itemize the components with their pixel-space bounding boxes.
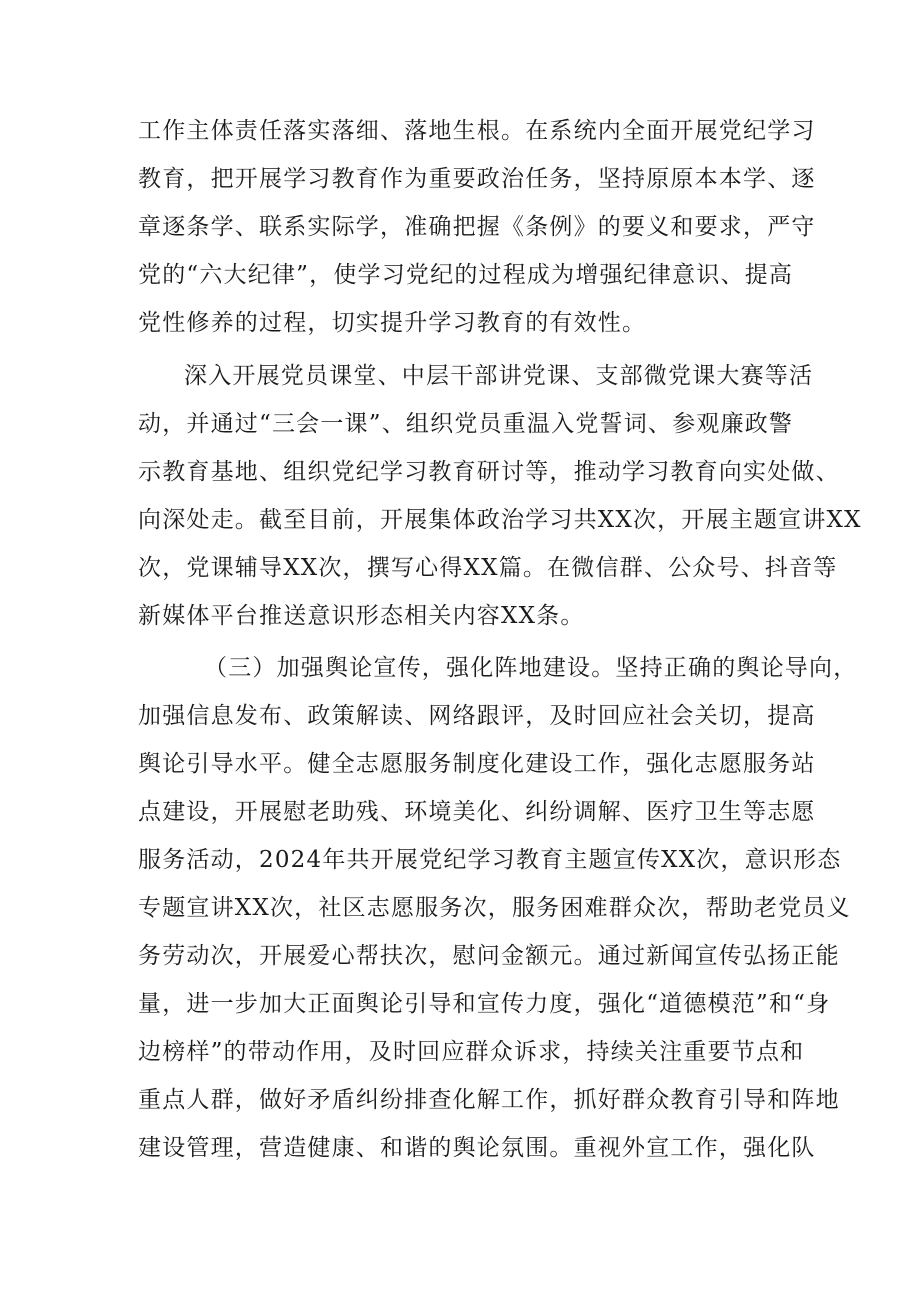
text-line: 章逐条学、联系实际学，准确把握《条例》的要义和要求，严守 xyxy=(138,214,816,240)
text-line: 专题宣讲XX次，社区志愿服务次，服务困难群众次，帮助老党员义 xyxy=(138,895,851,921)
text-line: 加强信息发布、政策解读、网络跟评，及时回应社会关切，提高 xyxy=(138,703,816,729)
text-line: 深入开展党员课堂、中层干部讲党课、支部微党课大赛等活 xyxy=(184,363,814,389)
text-line: 量，进一步加大正面舆论引导和宣传力度，强化“道德模范”和“身 xyxy=(138,991,831,1017)
text-line: 党的“六大纪律”，使学习党纪的过程成为增强纪律意识、提高 xyxy=(138,262,794,288)
text-line: 重点人群，做好矛盾纠纷排查化解工作，抓好群众教育引导和阵地 xyxy=(138,1087,840,1113)
text-line: 动，并通过“三会一课”、组织党员重温入党誓词、参观廉政警 xyxy=(138,411,794,437)
section-heading-line: （三）加强舆论宣传，强化阵地建设。坚持正确的舆论导向， xyxy=(204,655,858,681)
text-line: 示教育基地、组织党纪学习教育研讨等，推动学习教育向实处做、 xyxy=(138,459,840,485)
text-line: 务劳动次，开展爱心帮扶次，慰问金额元。通过新闻宣传弘扬正能 xyxy=(138,943,840,969)
text-line: 工作主体责任落实落细、落地生根。在系统内全面开展党纪学习 xyxy=(138,118,816,144)
paragraph-public-opinion xyxy=(138,644,858,1172)
text-line: 舆论引导水平。健全志愿服务制度化建设工作，强化志愿服务站 xyxy=(138,751,816,777)
text-line: 新媒体平台推送意识形态相关内容XX条。 xyxy=(138,603,585,629)
text-line: 次，党课辅导XX次，撰写心得XX篇。在微信群、公众号、抖音等 xyxy=(138,555,838,581)
text-line: 服务活动，2024年共开展党纪学习教育主题宣传XX次，意识形态 xyxy=(138,847,842,873)
paragraph-party-lessons xyxy=(138,352,862,640)
text-line: 党性修养的过程，切实提升学习教育的有效性。 xyxy=(138,310,647,336)
text-line: 建设管理，营造健康、和谐的舆论氛围。重视外宣工作，强化队 xyxy=(138,1135,816,1161)
text-line: 向深处走。截至目前，开展集体政治学习共XX次，开展主题宣讲XX xyxy=(138,507,862,533)
text-line: 教育，把开展学习教育作为重要政治任务，坚持原原本本学、逐 xyxy=(138,166,816,192)
text-line: 点建设，开展慰老助残、环境美化、纠纷调解、医疗卫生等志愿 xyxy=(138,799,816,825)
paragraph-responsibility xyxy=(138,107,816,347)
text-line: 边榜样”的带动作用，及时回应群众诉求，持续关注重要节点和 xyxy=(138,1039,805,1065)
